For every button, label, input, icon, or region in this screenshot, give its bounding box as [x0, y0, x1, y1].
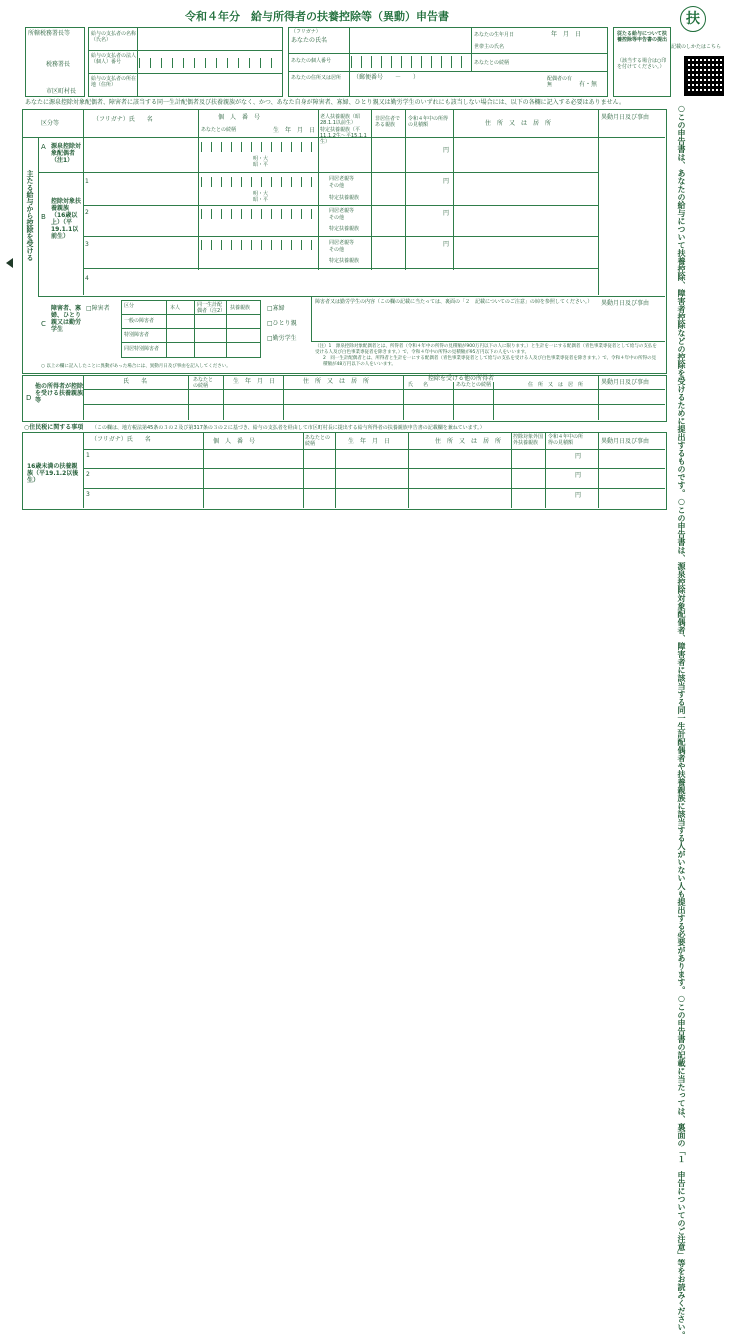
d-receiver-rel: あなたとの続柄 — [456, 382, 492, 388]
birthdate-field[interactable]: 年 月 日 — [551, 31, 582, 38]
tax-office-head-label: 所轄税務署長等 — [28, 30, 71, 37]
resident-note: （この欄は、地方税法第45条の３の２及び第317条の３の２に基づき、給与の支払者を経由して市区町村長に提出する給与所得者の扶養親族申告書の記載欄を兼ねています。） — [92, 425, 485, 431]
col-category: 区分等 — [41, 120, 60, 127]
b-row-2-num: 2 — [85, 209, 89, 216]
b1-same-living: 同居老親等 — [329, 176, 355, 182]
c-working-student-check[interactable]: □勤労学生 — [267, 335, 297, 342]
c-note-2: 2 同一生計配偶者とは、所得者と生計を一にする配偶者（青色事業専従者として給与の支払を受ける人及び白色事業専従者を除きます。）で、令和４年中の所得の見積額が48万円以下の人をいいます。 — [323, 356, 657, 367]
d-name: 氏 名 — [123, 378, 148, 385]
c-self: 本人 — [170, 305, 181, 311]
b1-yen: 円 — [443, 178, 450, 185]
b-row-3-num: 3 — [85, 241, 89, 248]
payer-corp-number-field[interactable] — [139, 58, 279, 68]
resident-row-1: 1 — [86, 452, 90, 459]
b1-other: その他 — [329, 183, 345, 189]
resident-row-3: 3 — [86, 491, 90, 498]
qr-code[interactable] — [684, 56, 724, 96]
b3-same-living: 同居老親等 — [329, 240, 355, 246]
birthdate-label: あなたの生年月日 — [474, 32, 515, 38]
resident-birth: 生 年 月 日 — [348, 438, 391, 445]
section-c-tag: C — [41, 320, 46, 328]
section-c-label: 障害者、寡婦、ひとり親又は勤労学生 — [51, 305, 82, 333]
resident-furigana-name: （フリガナ）氏 名 — [91, 436, 151, 443]
c-category: 区分 — [124, 303, 135, 309]
b2-same-living: 同居老親等 — [329, 208, 355, 214]
resident-yen-2: 円 — [575, 472, 582, 479]
col-elderly: 老人扶養親族（昭28.1.1以前生） — [320, 114, 361, 126]
col-furigana-name: （フリガナ）氏 名 — [93, 116, 153, 123]
c-note-1: （注）1 源泉控除対象配偶者とは、所得者（令和４年中の所得の見積額が900万円以下の人に限ります。）と生計を一にする配偶者（青色事業専従者として給与の支払を受ける人及び白色事業専従者を除きます。）で、令和４年中の所得の見積額が95万円以下の人をいいます。 — [315, 344, 657, 355]
d-receiver: 控除を受ける他の所得者 — [428, 375, 495, 382]
side-check-label: 記載のしかたはこちら — [671, 44, 722, 50]
relation-label: あなたとの続柄 — [474, 60, 510, 66]
payer-name-label: 給与の支払者の名称（氏名） — [91, 31, 137, 43]
col-number: 個 人 番 号 — [218, 114, 261, 121]
b1-era: 明・大 昭・平 — [253, 191, 274, 203]
tax-office-label: 税務署長 — [46, 61, 71, 68]
your-address-label: あなたの住所又は居所 — [291, 75, 342, 81]
side-note: 従たる給与について扶養控除等申告書の提出 — [617, 31, 668, 43]
resident-address: 住 所 又 は 居 所 — [435, 438, 502, 445]
your-name-label: あなたの氏名 — [291, 37, 328, 44]
col-income: 令和４年中の所得の見積額 — [408, 116, 449, 128]
c-single-parent-check[interactable]: □ひとり親 — [267, 320, 297, 327]
main-side-label: 主たる給与から控除を受ける — [26, 170, 34, 261]
spouse-label: 配偶者の有無 — [547, 76, 573, 88]
col-relation: あなたとの続柄 — [201, 127, 237, 133]
your-number-label: あなたの個人番号 — [291, 58, 332, 64]
left-marker-icon — [6, 258, 13, 268]
c-disabled-table — [121, 300, 261, 358]
b2-other: その他 — [329, 215, 345, 221]
payer-box — [88, 27, 283, 97]
c-widow-check[interactable]: □寡婦 — [267, 305, 285, 312]
side-note-box — [613, 27, 671, 97]
section-b-label: 控除対象扶養親族（16歳以上）（平19.1.1以前生） — [51, 198, 82, 240]
c-living-special: 同居特別障害者 — [124, 346, 160, 352]
d-receiver-name: 氏 名 — [408, 382, 429, 388]
a-number-field[interactable] — [201, 142, 316, 152]
b1-specific: 特定扶養親族 — [329, 195, 360, 201]
b3-number-field[interactable] — [201, 240, 316, 250]
b3-yen: 円 — [443, 241, 450, 248]
b-row-1-num: 1 — [85, 178, 89, 185]
c-special: 特別障害者 — [124, 332, 150, 338]
b2-number-field[interactable] — [201, 209, 316, 219]
a-yen: 円 — [443, 147, 450, 154]
payer-address-label: 給与の支払者の所在地（住所） — [91, 76, 137, 88]
b2-yen: 円 — [443, 210, 450, 217]
section-d-label: 他の所得者が控除を受ける扶養親族等 — [35, 383, 84, 404]
section-b-tag: B — [41, 213, 46, 221]
d-birth: 生 年 月 日 — [233, 378, 276, 385]
head-name-label: 世帯主の氏名 — [474, 44, 505, 50]
col-specific: 特定扶養親族（平11.1.2生〜平15.1.1生） — [320, 127, 367, 145]
d-changes: 異動月日及び事由 — [601, 379, 650, 386]
resident-table — [22, 432, 667, 510]
d-address: 住 所 又 は 居 所 — [303, 378, 370, 385]
resident-yen-3: 円 — [575, 492, 582, 499]
notice-text: あなたに源泉控除対象配偶者、障害者に該当する同一生計配偶者及び扶養親族がなく、かつ、あなた自身が障害者、寡婦、ひとり親又は勤労学生のいずれにも該当しない場合には、以下の各欄に記入する必要はありません。 — [25, 99, 626, 106]
resident-relation: あなたとの続柄 — [305, 435, 331, 447]
c-same-spouse: 同一生計配偶者（注2） — [197, 302, 226, 314]
resident-income: 令和４年中の所得の見積額 — [548, 434, 584, 446]
b-row-4-num: 4 — [85, 275, 89, 282]
a-era: 明・大 昭・平 — [253, 156, 274, 168]
employee-box — [288, 27, 608, 97]
tax-office-box — [25, 27, 85, 97]
c-dependents: 扶養親族 — [230, 305, 251, 311]
section-a-label: 源泉控除対象配偶者（注1） — [51, 143, 82, 164]
main-table — [22, 109, 667, 374]
section-d-tag: D — [26, 394, 32, 402]
section-d — [22, 375, 667, 422]
c-changes: 異動月日及び事由 — [601, 300, 650, 307]
right-note-box — [676, 104, 736, 1339]
resident-overseas: 控除対象外国外扶養親族 — [513, 434, 544, 446]
spouse-field[interactable]: 有・無 — [579, 81, 598, 88]
furigana-label: （フリガナ） — [291, 29, 321, 35]
resident-head: ○住民税に関する事項 — [24, 424, 84, 431]
col-birth: 生 年 月 日 — [273, 127, 316, 134]
resident-yen-1: 円 — [575, 453, 582, 460]
form-stamp: 扶 — [680, 6, 706, 32]
col-address: 住 所 又 は 居 所 — [485, 120, 552, 127]
c-disabled-check[interactable]: □障害者 — [86, 305, 110, 312]
payer-corp-label: 給与の支払者の法人（個人）番号 — [91, 53, 137, 65]
form-title: 令和４年分 給与所得者の扶養控除等（異動）申告書 — [185, 10, 449, 23]
c-detail-head: 障害者又は勤労学生の内容（この欄の記載に当たっては、裏面の「２ 記載についてのご注意」の⑻を参照してください。） — [315, 299, 593, 305]
resident-label: 16歳未満の扶養親族（平19.1.2以後生） — [27, 463, 79, 484]
resident-row-2: 2 — [86, 471, 90, 478]
b1-number-field[interactable] — [201, 177, 316, 187]
b3-specific: 特定扶養親族 — [329, 258, 360, 264]
d-relation: あなたとの続柄 — [193, 377, 214, 389]
postal-field[interactable]: （郵便番号 － ） — [353, 74, 420, 81]
b2-specific: 特定扶養親族 — [329, 226, 360, 232]
city-head-label: 市区町村長 — [46, 88, 77, 95]
d-receiver-addr: 住 所 又 は 居 所 — [528, 382, 584, 388]
your-number-field[interactable] — [351, 56, 469, 68]
right-note: ○この申告書は、あなたの給与について扶養控除、障害者控除などの控除を受けるために提出するものです。○この申告書は、源泉控除対象配偶者、障害者に該当する同一生計配偶者や扶養親族に該当する人がいない人も提出する必要があります。○この申告書の記載に当たっては、裏面の「１ 申告についてのご注意」等をお読みください。 — [677, 104, 686, 1339]
c-note-left: ○ 以上の欄に記入したことに異動があった場合には、異動月日及び事由を記入してください。 — [41, 364, 231, 369]
col-changes: 異動月日及び事由 — [601, 114, 650, 121]
b3-other: その他 — [329, 247, 345, 253]
section-a-tag: A — [41, 143, 46, 151]
resident-number: 個 人 番 号 — [213, 438, 256, 445]
col-nonresident: 非居住者である親族 — [375, 116, 401, 128]
side-note-2: （該当する場合は○印を付けてください。） — [617, 58, 667, 70]
resident-changes: 異動月日及び事由 — [601, 438, 650, 445]
c-general: 一般の障害者 — [124, 318, 155, 324]
